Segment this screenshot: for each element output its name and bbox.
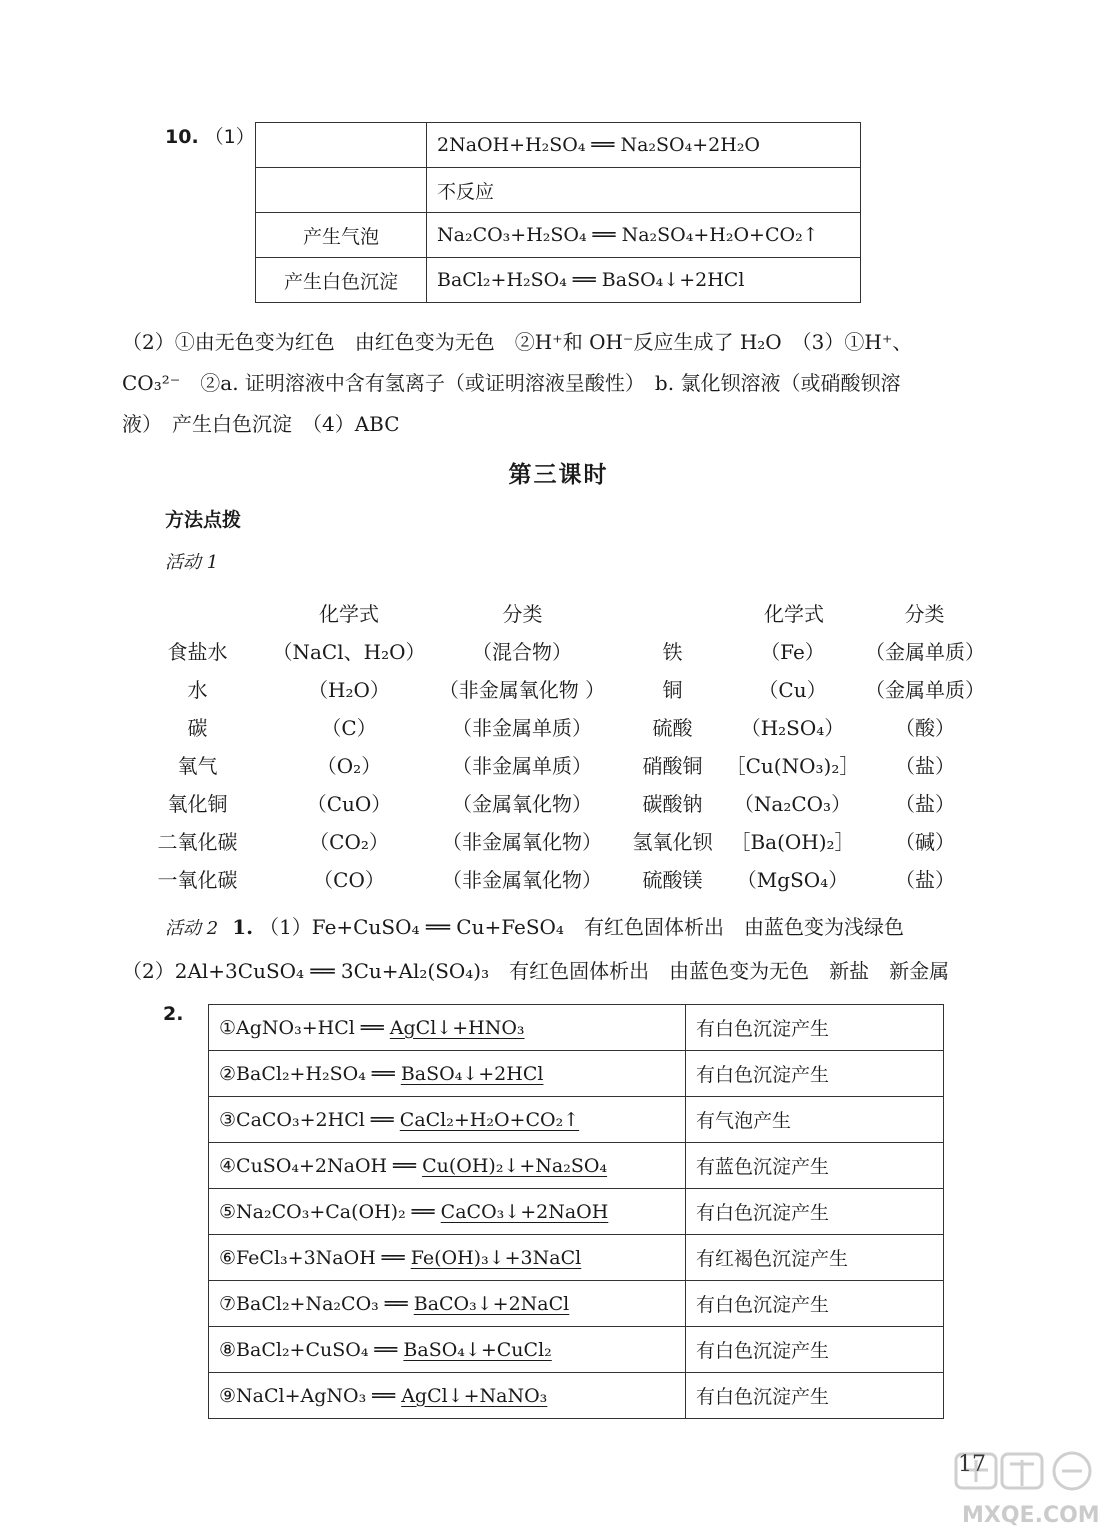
reaction-equation-cell — [209, 1005, 686, 1051]
activity2-line2: （2）2Al+3CuSO₄ ══ 3Cu+Al₂(SO₄)₃ 有红色固体析出 由蓝色变为无色 新盐 新金属 — [122, 959, 950, 983]
reaction-reactants: ③CaCO₃+2HCl ══ — [219, 1108, 400, 1131]
method-title: 方法点拨 — [165, 509, 242, 531]
substance-name-2: 碳酸钠 — [642, 792, 703, 816]
activity2-q2-number: 2. — [163, 1003, 184, 1025]
reaction-products-answer: Fe(OH)₃↓+3NaCl — [410, 1246, 582, 1269]
q10-line: CO₃²⁻ ②a. 证明溶液中含有氢离子（或证明溶液呈酸性） b. 氯化钡溶液（或硝酸钡溶 — [122, 371, 901, 395]
reaction-row — [209, 1327, 944, 1373]
substance-category: （非金属氧化物） — [442, 830, 602, 854]
q10-line: 液） 产生白色沉淀 （4）ABC — [122, 412, 400, 436]
reaction-row — [209, 1373, 944, 1419]
substance-formula: （H₂O） — [308, 678, 390, 702]
q10-line: （2）①由无色变为红色 由红色变为无色 ②H⁺和 OH⁻反应生成了 H₂O （3）①H⁺、 — [122, 330, 913, 354]
substance-formula-2: （Na₂CO₃） — [733, 792, 852, 816]
reaction-row — [209, 1235, 944, 1281]
header-category: 分类 — [502, 602, 543, 626]
reaction-phenomenon-cell: 有白色沉淀产生 — [686, 1005, 944, 1051]
reaction-row — [209, 1005, 944, 1051]
reaction-products-answer: BaSO₄↓+CuCl₂ — [403, 1338, 552, 1361]
substance-category: （非金属单质） — [452, 716, 592, 740]
header-formula-2: 化学式 — [764, 602, 824, 626]
substance-name-2: 氢氧化钡 — [632, 830, 713, 854]
reaction-products-answer: Cu(OH)₂↓+Na₂SO₄ — [422, 1154, 608, 1177]
q10-equation-cell: BaCl₂+H₂SO₄ ══ BaSO₄↓+2HCl — [427, 258, 861, 303]
reaction-products-answer: BaSO₄↓+2HCl — [400, 1062, 544, 1085]
q10-table-row — [256, 258, 861, 303]
substance-category: （金属氧化物） — [452, 792, 592, 816]
section-title: 第三课时 — [508, 462, 609, 488]
activity1-label: 活动 1 — [165, 552, 219, 573]
reaction-phenomenon-cell: 有白色沉淀产生 — [686, 1189, 944, 1235]
reaction-reactants: ⑧BaCl₂+CuSO₄ ══ — [219, 1338, 404, 1361]
reaction-equation-cell — [209, 1097, 686, 1143]
q10-phenomenon-cell — [256, 168, 427, 213]
substance-category-2: （盐） — [895, 754, 955, 778]
substance-category-2: （金属单质） — [865, 640, 985, 664]
substance-formula: （O₂） — [316, 754, 382, 778]
activity2-line1 — [165, 911, 904, 940]
substance-name-2: 硫酸 — [652, 716, 693, 740]
substance-formula-2: ［Ba(OH)₂］ — [730, 830, 855, 854]
substance-name: 氧气 — [177, 754, 218, 778]
activity2-q1-number: 1. — [232, 915, 254, 939]
q10-table-row — [256, 168, 861, 213]
substance-category-2: （金属单质） — [865, 678, 985, 702]
substance-category-2: （盐） — [895, 792, 955, 816]
reaction-reactants: ④CuSO₄+2NaOH ══ — [219, 1154, 423, 1177]
substance-category: （非金属氧化物） — [442, 868, 602, 892]
substance-name-2: 铜 — [662, 678, 683, 702]
q10-table — [255, 122, 861, 303]
reaction-phenomenon-cell: 有气泡产生 — [686, 1097, 944, 1143]
q10-phenomenon-cell: 产生白色沉淀 — [256, 258, 427, 303]
q10-number: 10. （1） — [165, 126, 255, 148]
reaction-products-answer: AgCl↓+NaNO₃ — [401, 1384, 548, 1407]
substance-formula-2: （Fe） — [760, 640, 825, 664]
q10-table-row — [256, 123, 861, 168]
q10-equation-cell: 2NaOH+H₂SO₄ ══ Na₂SO₄+2H₂O — [427, 123, 861, 168]
substance-formula: （CO） — [313, 868, 385, 892]
reaction-equation-cell — [209, 1189, 686, 1235]
reaction-reactants: ②BaCl₂+H₂SO₄ ══ — [219, 1062, 401, 1085]
substance-formula: （CO₂） — [309, 830, 389, 854]
reaction-reactants: ⑥FeCl₃+3NaOH ══ — [219, 1246, 411, 1269]
substance-name-2: 铁 — [662, 640, 683, 664]
substance-formula: （CuO） — [306, 792, 392, 816]
substance-category-2: （酸） — [895, 716, 955, 740]
substance-category: （混合物） — [472, 640, 572, 664]
activity2-label: 活动 2 — [165, 918, 219, 939]
substance-name: 氧化铜 — [167, 792, 228, 816]
q10-table-row — [256, 213, 861, 258]
q10-equation-cell: 不反应 — [427, 168, 861, 213]
reaction-reactants: ⑤Na₂CO₃+Ca(OH)₂ ══ — [219, 1200, 441, 1223]
reaction-phenomenon-cell: 有白色沉淀产生 — [686, 1051, 944, 1097]
q10-phenomenon-cell: 产生气泡 — [256, 213, 427, 258]
reaction-row — [209, 1143, 944, 1189]
reaction-equation-cell — [209, 1327, 686, 1373]
reaction-equation-cell — [209, 1281, 686, 1327]
reaction-table — [208, 1004, 944, 1419]
reaction-equation-cell — [209, 1143, 686, 1189]
substance-name: 二氧化碳 — [157, 830, 238, 854]
q10-answers — [122, 322, 1002, 445]
substance-formula-2: （H₂SO₄） — [740, 716, 845, 740]
activity2-q1-text: （1）Fe+CuSO₄ ══ Cu+FeSO₄ 有红色固体析出 由蓝色变为浅绿色 — [259, 915, 904, 939]
substance-category: （非金属单质） — [452, 754, 592, 778]
substance-formula: （NaCl、H₂O） — [272, 640, 426, 664]
page-number: 17 — [958, 1452, 986, 1477]
reaction-equation-cell — [209, 1235, 686, 1281]
substance-formula-2: ［Cu(NO₃)₂］ — [725, 754, 860, 778]
header-category-2: 分类 — [904, 602, 945, 626]
reaction-equation-cell — [209, 1373, 686, 1419]
substance-category-2: （碱） — [895, 830, 955, 854]
reaction-row — [209, 1189, 944, 1235]
q10-equation-cell: Na₂CO₃+H₂SO₄ ══ Na₂SO₄+H₂O+CO₂↑ — [427, 213, 861, 258]
substance-formula-2: （Cu） — [758, 678, 827, 702]
substance-category-2: （盐） — [895, 868, 955, 892]
reaction-reactants: ⑦BaCl₂+Na₂CO₃ ══ — [219, 1292, 414, 1315]
q10-phenomenon-cell — [256, 123, 427, 168]
reaction-row — [209, 1051, 944, 1097]
substance-name: 水 — [187, 678, 208, 702]
substance-name-2: 硫酸镁 — [642, 868, 703, 892]
reaction-row — [209, 1097, 944, 1143]
substance-name: 一氧化碳 — [157, 868, 238, 892]
substance-name-2: 硝酸铜 — [642, 754, 703, 778]
reaction-reactants: ⑨NaCl+AgNO₃ ══ — [219, 1384, 402, 1407]
substance-name: 食盐水 — [167, 640, 228, 664]
reaction-products-answer: CaCO₃↓+2NaOH — [440, 1200, 609, 1223]
reaction-phenomenon-cell: 有蓝色沉淀产生 — [686, 1143, 944, 1189]
reaction-products-answer: BaCO₃↓+2NaCl — [413, 1292, 570, 1315]
reaction-reactants: ①AgNO₃+HCl ══ — [219, 1016, 390, 1039]
substance-formula: （C） — [321, 716, 377, 740]
reaction-products-answer: CaCl₂+H₂O+CO₂↑ — [399, 1108, 580, 1131]
reaction-equation-cell — [209, 1051, 686, 1097]
reaction-phenomenon-cell: 有红褐色沉淀产生 — [686, 1235, 944, 1281]
substance-formula-2: （MgSO₄） — [736, 868, 849, 892]
substance-category: （非金属氧化物 ） — [438, 678, 606, 702]
substance-name: 碳 — [187, 716, 208, 740]
svg-text:MXQE.COM: MXQE.COM — [962, 1503, 1100, 1528]
reaction-phenomenon-cell: 有白色沉淀产生 — [686, 1327, 944, 1373]
watermark-logo-icon — [942, 1448, 1102, 1532]
reaction-row — [209, 1281, 944, 1327]
reaction-phenomenon-cell: 有白色沉淀产生 — [686, 1373, 944, 1419]
reaction-phenomenon-cell: 有白色沉淀产生 — [686, 1281, 944, 1327]
header-formula: 化学式 — [319, 602, 379, 626]
reaction-products-answer: AgCl↓+HNO₃ — [389, 1016, 525, 1039]
